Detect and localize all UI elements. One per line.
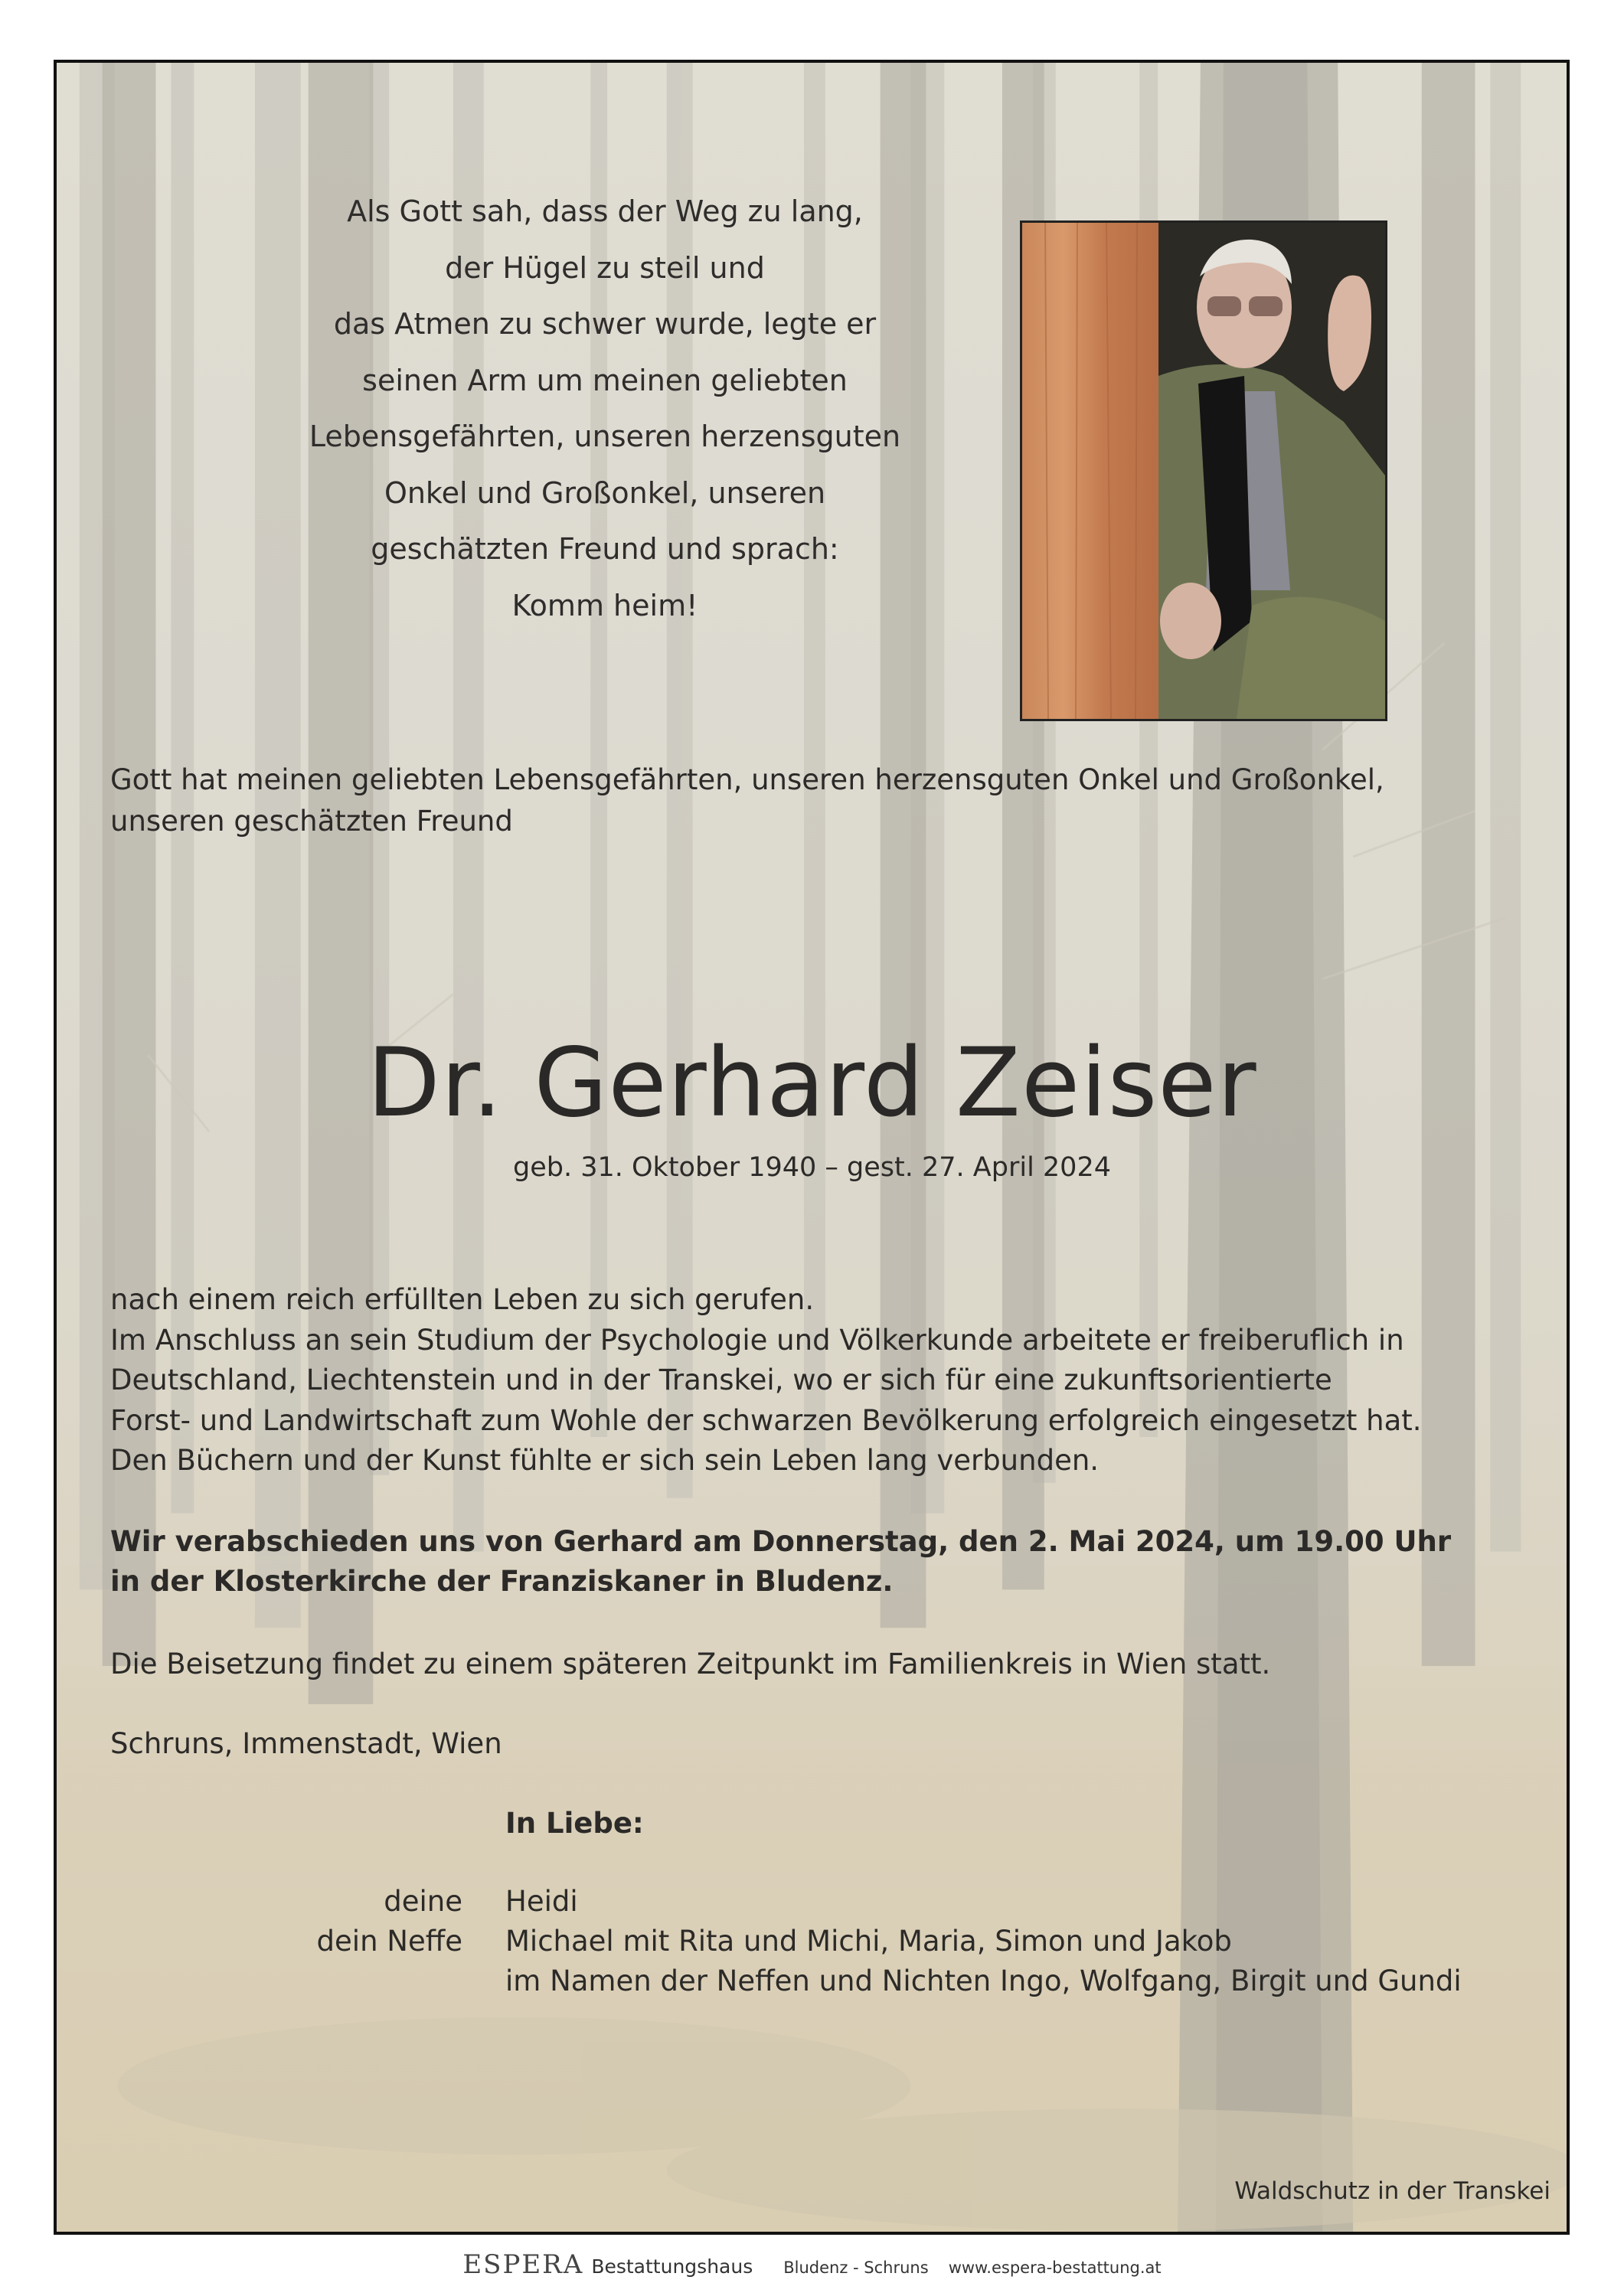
biography: [110, 1280, 1488, 1481]
portrait-photo: [1020, 220, 1387, 721]
intro-line: unseren geschätzten Freund: [110, 805, 513, 838]
poem-line: Lebensgefährten, unseren herzensguten: [309, 420, 901, 453]
signer-name: Heidi: [505, 1885, 578, 1918]
signer-role: [207, 1961, 505, 2001]
farewell-line: Wir verabschieden uns von Gerhard am Donnerstag, den 2. Mai 2024, um 19.00 Uhr: [110, 1525, 1452, 1558]
life-dates: geb. 31. Oktober 1940 – gest. 27. April 2024: [513, 1152, 1111, 1183]
signer-row: [207, 1882, 1462, 1922]
poem-line: der Hügel zu steil und: [445, 250, 765, 285]
footer-brand-sub: Bestattungshaus: [591, 2255, 753, 2278]
footer-locations: Bludenz - Schruns: [783, 2258, 929, 2277]
signer-row: [207, 1922, 1462, 1961]
signer-role: dein Neffe: [316, 1925, 462, 1958]
poem-line: das Atmen zu schwer wurde, legte er: [333, 307, 877, 341]
burial-notice: Die Beisetzung findet zu einem späteren Zeitpunkt im Familienkreis in Wien statt.: [110, 1648, 1271, 1680]
poem-line: Als Gott sah, dass der Weg zu lang,: [347, 194, 863, 228]
biography-line: Im Anschluss an sein Studium der Psychologie und Völkerkunde arbeitete er freiberuflich in: [110, 1323, 1404, 1357]
intro-paragraph: [110, 759, 1458, 842]
poem: [191, 184, 1018, 634]
signer-name: im Namen der Neffen und Nichten Ingo, Wolfgang, Birgit und Gundi: [505, 1965, 1462, 1997]
intro-line: Gott hat meinen geliebten Lebensgefährten, unseren herzensguten Onkel und Großonkel,: [110, 763, 1384, 796]
deceased-name: Dr. Gerhard Zeiser: [367, 1028, 1257, 1138]
biography-line: Forst- und Landwirtschaft zum Wohle der schwarzen Bevölkerung erfolgreich eingesetzt hat.: [110, 1403, 1422, 1437]
signer-row: [207, 1961, 1462, 2001]
farewell-notice: [110, 1522, 1488, 1602]
footer-website-link[interactable]: www.espera-bestattung.at: [948, 2258, 1162, 2277]
footer: [0, 2249, 1624, 2288]
signer-role: deine: [384, 1885, 462, 1918]
biography-line: Den Büchern und der Kunst fühlte er sich sein Leben lang verbunden.: [110, 1444, 1100, 1477]
photo-caption: Waldschutz in der Transkei: [1234, 2177, 1550, 2205]
portrait-illustration: [1022, 223, 1385, 719]
signer-name: Michael mit Rita und Michi, Maria, Simon und Jakob: [505, 1925, 1232, 1958]
places: Schruns, Immenstadt, Wien: [110, 1727, 502, 1760]
biography-line: nach einem reich erfüllten Leben zu sich gerufen.: [110, 1283, 815, 1316]
poem-line: Komm heim!: [511, 588, 698, 622]
in-love-heading: In Liebe:: [505, 1807, 644, 1840]
poem-line: Onkel und Großonkel, unseren: [384, 475, 826, 510]
poem-line: seinen Arm um meinen geliebten: [362, 363, 848, 397]
biography-line: Deutschland, Liechtenstein und in der Transkei, wo er sich für eine zukunftsorientierte: [110, 1364, 1332, 1396]
farewell-line: in der Klosterkirche der Franziskaner in Bludenz.: [110, 1565, 894, 1598]
poem-line: geschätzten Freund und sprach:: [371, 532, 839, 566]
footer-brand: ESPERA: [462, 2249, 584, 2280]
signers-list: [207, 1882, 1462, 2001]
